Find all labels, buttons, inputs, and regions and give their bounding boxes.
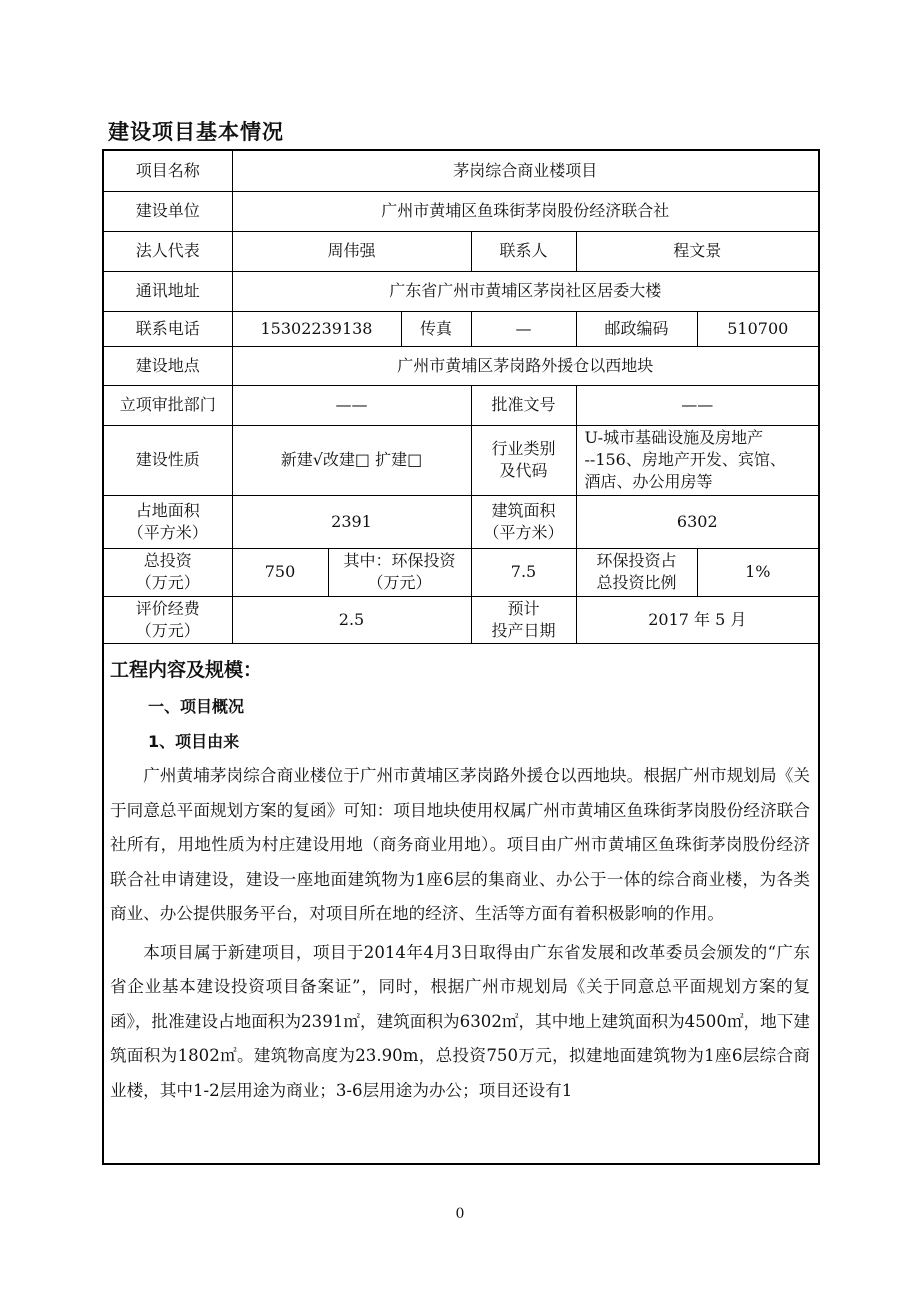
postcode-label: 邮政编码 bbox=[576, 311, 697, 346]
fax-label: 传真 bbox=[401, 311, 471, 346]
project-approval-paragraph: 本项目属于新建项目，项目于2014年4月3日取得由广东省发展和改革委员会颁发的“广东省企业基本建设投资项目备案证”，同时，根据广州市规划局《关于同意总平面规划方案的复函》，批准建设占地面积为2391㎡，建筑面积为6302㎡，其中地上建筑面积为4500㎡，地下建筑面积为1802㎡。建筑物高度为23.90m，总投资750万元，拟建地面建筑物为1座6层综合商业楼，其中1-2层用途为商业；3-6层用途为办公；项目还设有1 bbox=[110, 942, 810, 1100]
table-row bbox=[104, 385, 818, 425]
start-date-value: 2017 年 5 月 bbox=[576, 596, 818, 643]
table-row bbox=[104, 548, 818, 596]
floor-area-label-line: （平方米） bbox=[483, 522, 564, 542]
subsection-heading: 1、项目由来 bbox=[148, 732, 240, 751]
nature-label: 建设性质 bbox=[104, 425, 232, 495]
env-invest-label-line: 其中：环保投资 bbox=[343, 551, 456, 570]
legal-rep-label: 法人代表 bbox=[104, 231, 232, 271]
project-content-section bbox=[110, 651, 810, 1108]
land-area-label-line: 占地面积 bbox=[135, 500, 200, 520]
postcode-value: 510700 bbox=[697, 311, 818, 346]
table-row bbox=[104, 425, 818, 495]
phone-value: 15302239138 bbox=[232, 311, 401, 346]
approval-dept-value: —— bbox=[232, 385, 471, 425]
table-row bbox=[104, 495, 818, 548]
address-value: 广东省广州市黄埔区茅岗社区居委大楼 bbox=[232, 271, 818, 311]
industry-line: U-城市基础设施及房地产 bbox=[584, 428, 764, 447]
project-origin-paragraph: 广州黄埔茅岗综合商业楼位于广州市黄埔区茅岗路外援仓以西地块。根据广州市规划局《关于同意总平面规划方案的复函》可知：项目地块使用权属广州市黄埔区鱼珠街茅岗股份经济联合社所有，用地性质为村庄建设用地（商务商业用地）。项目由广州市黄埔区鱼珠街茅岗股份经济联合社申请建设，建设一座地面建筑物为1座6层的集商业、办公于一体的综合商业楼，为各类商业、办公提供服务平台，对项目所在地的经济、生活等方面有着积极影响的作用。 bbox=[110, 766, 810, 923]
builder-label: 建设单位 bbox=[104, 191, 232, 231]
form-frame bbox=[102, 149, 820, 1165]
floor-area-label bbox=[471, 495, 576, 548]
section-heading: 一、项目概况 bbox=[148, 697, 245, 716]
table-row bbox=[104, 596, 818, 643]
industry-line: --156、房地产开发、宾馆、 bbox=[584, 450, 786, 469]
approval-no-value: —— bbox=[576, 385, 818, 425]
floor-area-value: 6302 bbox=[576, 495, 818, 548]
basic-info-table bbox=[104, 151, 818, 644]
approval-no-label: 批准文号 bbox=[471, 385, 576, 425]
industry-label bbox=[471, 425, 576, 495]
nature-value: 新建√改建□ 扩建□ bbox=[232, 425, 471, 495]
address-label: 通讯地址 bbox=[104, 271, 232, 311]
industry-label-line: 行业类别 bbox=[491, 439, 556, 458]
page-title: 建设项目基本情况 bbox=[108, 120, 284, 144]
total-invest-value: 750 bbox=[232, 548, 328, 596]
table-row bbox=[104, 231, 818, 271]
table-row bbox=[104, 311, 818, 346]
eval-fee-value: 2.5 bbox=[232, 596, 471, 643]
content-heading: 工程内容及规模： bbox=[110, 659, 263, 681]
env-ratio-label-line: 总投资比例 bbox=[596, 573, 677, 592]
fax-value: — bbox=[471, 311, 576, 346]
eval-fee-label-line: （万元） bbox=[135, 620, 200, 640]
env-invest-label bbox=[328, 548, 471, 596]
env-ratio-label bbox=[576, 548, 697, 596]
page-number: 0 bbox=[455, 1206, 465, 1222]
phone-label: 联系电话 bbox=[104, 311, 232, 346]
industry-value bbox=[576, 425, 818, 495]
industry-label-line: 及代码 bbox=[499, 461, 548, 480]
legal-rep-value: 周伟强 bbox=[232, 231, 471, 271]
site-label: 建设地点 bbox=[104, 346, 232, 385]
total-invest-label-line: 总投资 bbox=[143, 551, 192, 570]
table-row bbox=[104, 191, 818, 231]
site-value: 广州市黄埔区茅岗路外援仓以西地块 bbox=[232, 346, 818, 385]
land-area-label-line: （平方米） bbox=[127, 522, 208, 542]
env-invest-value: 7.5 bbox=[471, 548, 576, 596]
land-area-label bbox=[104, 495, 232, 548]
floor-area-label-line: 建筑面积 bbox=[491, 500, 556, 520]
env-ratio-label-line: 环保投资占 bbox=[596, 551, 677, 570]
eval-fee-label bbox=[104, 596, 232, 643]
project-name-value: 茅岗综合商业楼项目 bbox=[232, 151, 818, 191]
builder-value: 广州市黄埔区鱼珠街茅岗股份经济联合社 bbox=[232, 191, 818, 231]
start-date-label-line: 投产日期 bbox=[491, 620, 556, 640]
table-row bbox=[104, 151, 818, 191]
land-area-value: 2391 bbox=[232, 495, 471, 548]
contact-value: 程文景 bbox=[576, 231, 818, 271]
start-date-label-line: 预计 bbox=[507, 598, 540, 618]
table-row bbox=[104, 346, 818, 385]
env-invest-label-line: （万元） bbox=[367, 573, 432, 592]
approval-dept-label: 立项审批部门 bbox=[104, 385, 232, 425]
total-invest-label bbox=[104, 548, 232, 596]
env-ratio-value: 1% bbox=[697, 548, 818, 596]
total-invest-label-line: （万元） bbox=[135, 573, 200, 592]
project-name-label: 项目名称 bbox=[104, 151, 232, 191]
contact-label: 联系人 bbox=[471, 231, 576, 271]
start-date-label bbox=[471, 596, 576, 643]
industry-line: 酒店、办公用房等 bbox=[584, 472, 713, 491]
eval-fee-label-line: 评价经费 bbox=[135, 598, 200, 618]
table-row bbox=[104, 271, 818, 311]
